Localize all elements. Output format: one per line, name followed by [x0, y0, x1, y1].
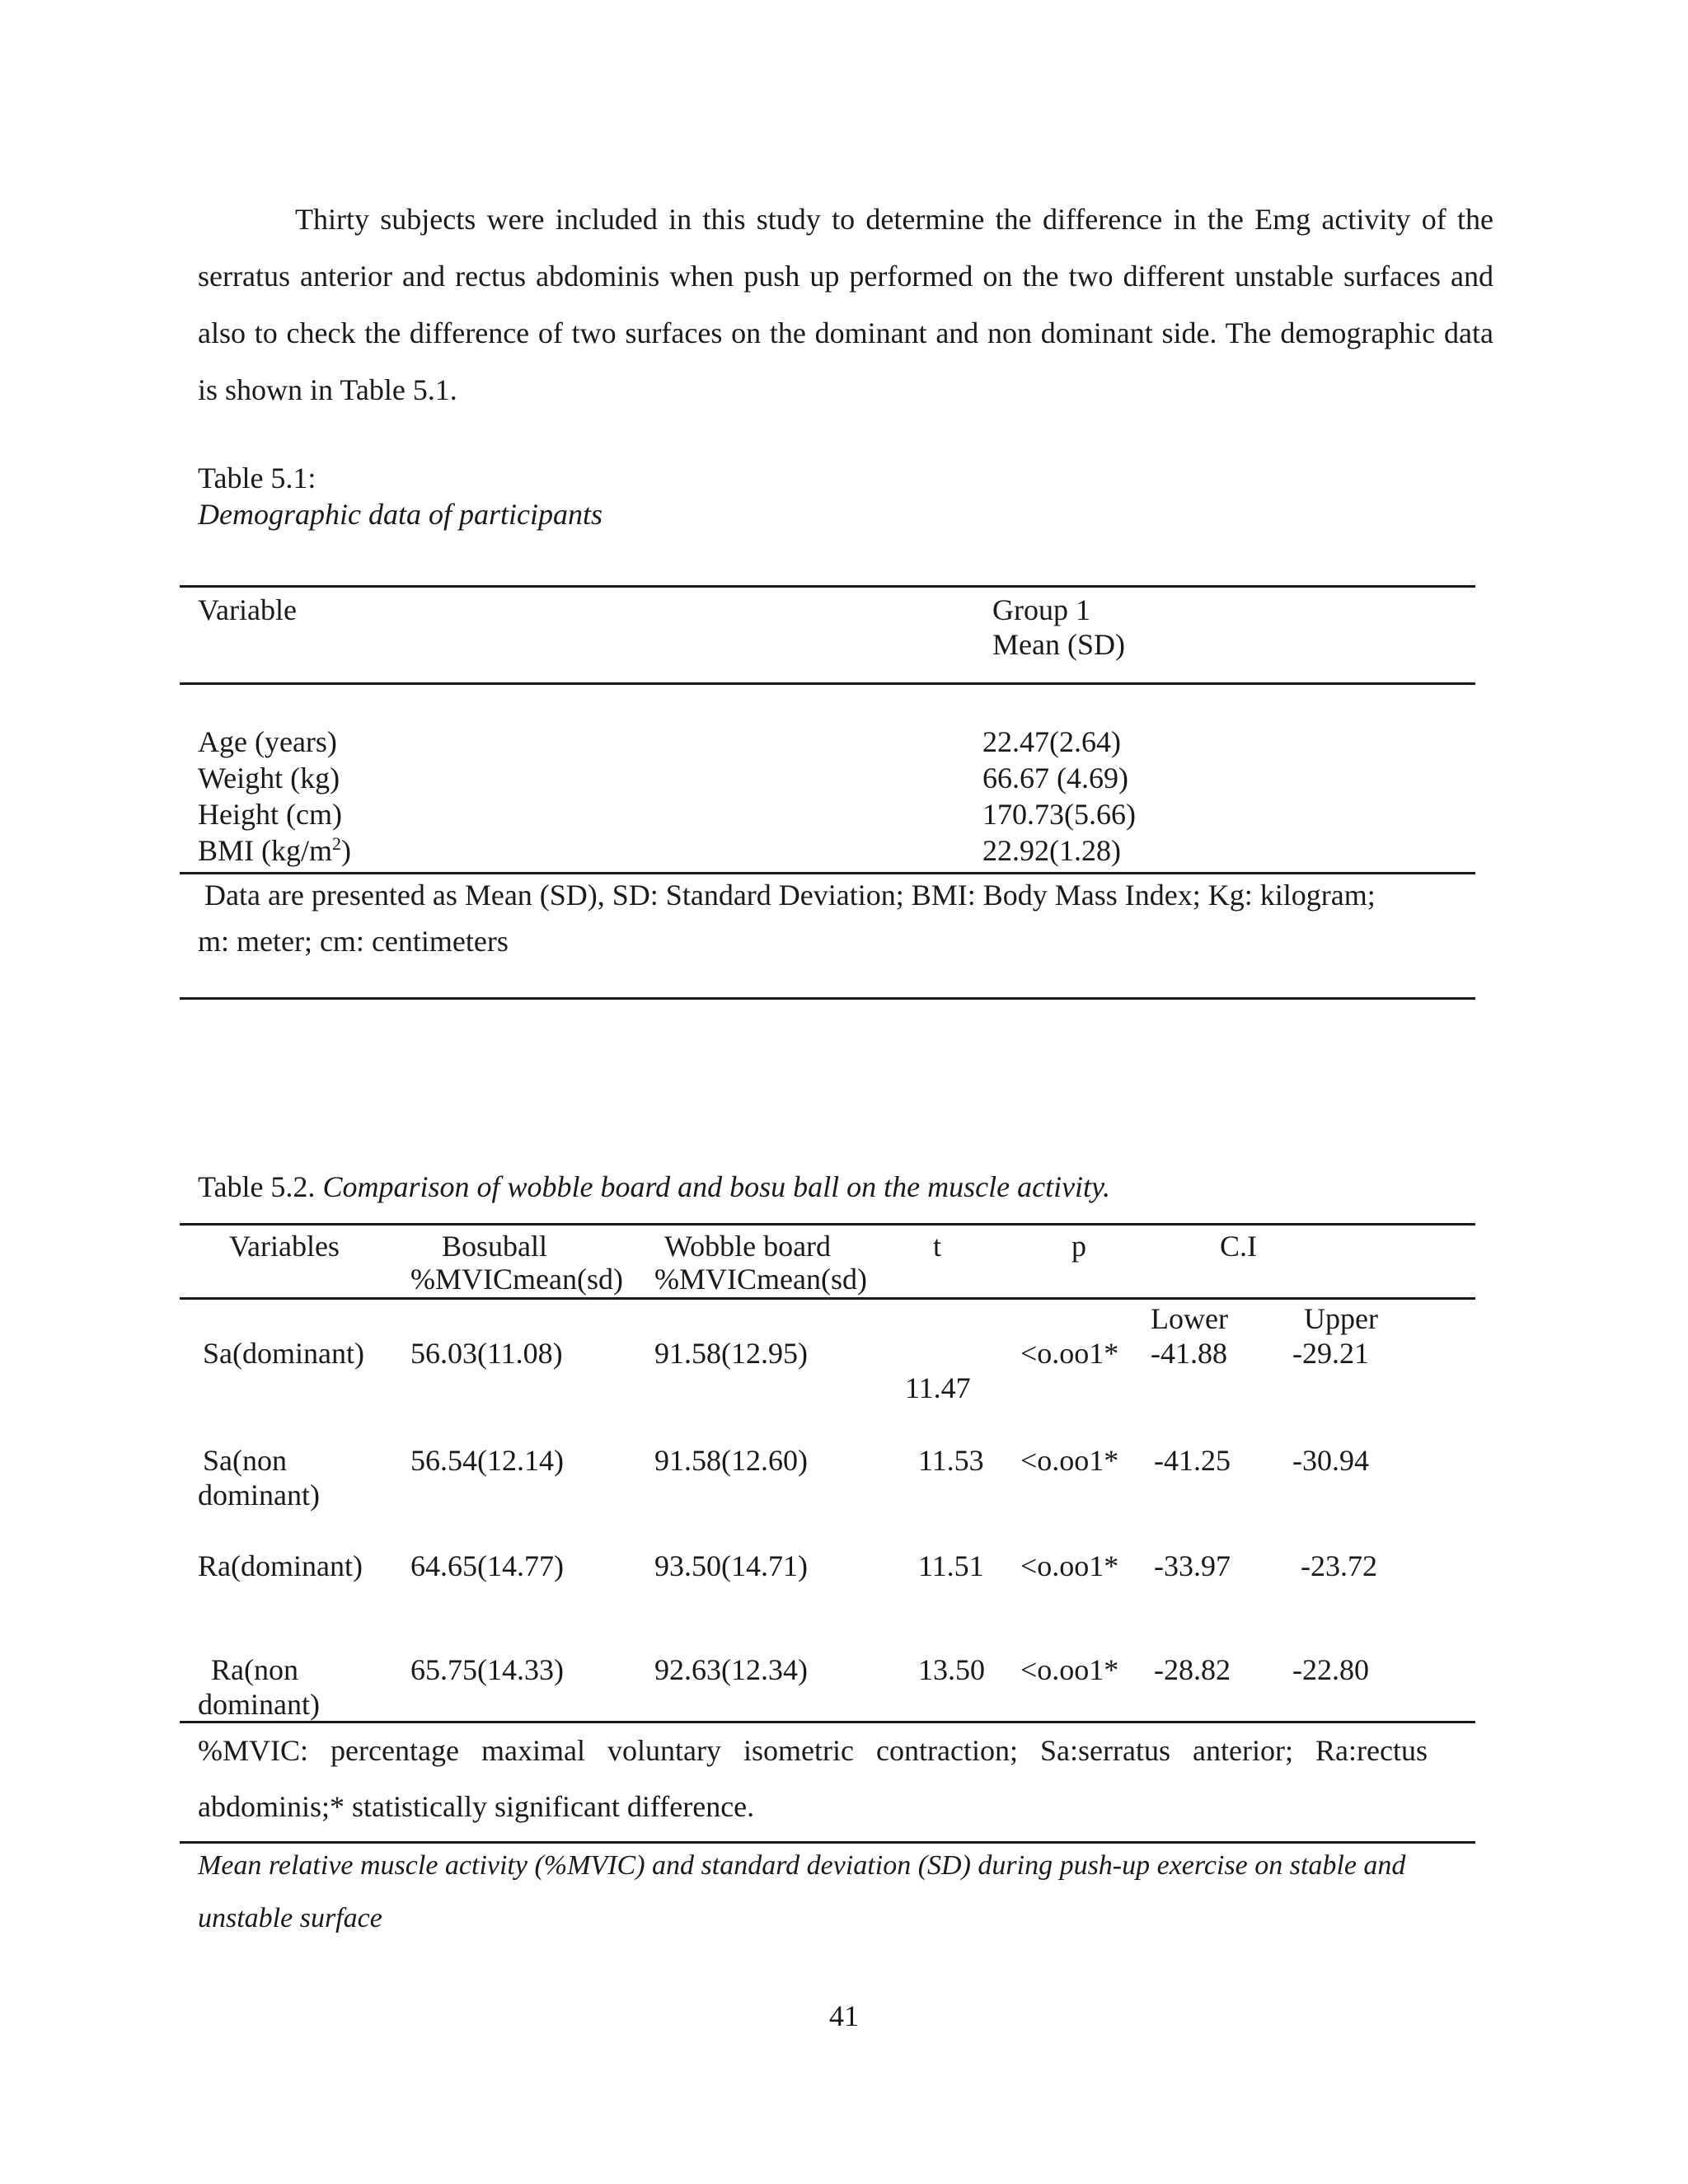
table2-header-bosuball: Bosuball [442, 1230, 548, 1263]
table2-row-bosu: 64.65(14.77) [410, 1549, 564, 1582]
table1-header-stat: Mean (SD) [992, 628, 1125, 661]
table2-row-lower: -33.97 [1154, 1549, 1231, 1582]
table2-header-rule [180, 1297, 1475, 1300]
table2-row-upper: -30.94 [1292, 1444, 1369, 1477]
table2-header-t: t [933, 1230, 942, 1263]
table2-row-wobble: 91.58(12.95) [654, 1337, 808, 1370]
table2-row-lower: -41.25 [1154, 1444, 1231, 1477]
table2-label: Table 5.2. [198, 1170, 316, 1203]
table2-row-variable: Ra(non [211, 1653, 298, 1686]
table2-row-t: 13.50 [918, 1653, 985, 1686]
table2-row-bosu: 56.03(11.08) [410, 1337, 563, 1370]
table2-header-wobble: Wobble board [664, 1230, 832, 1263]
table2-row-wobble: 93.50(14.71) [654, 1549, 808, 1582]
table2-row-lower: -41.88 [1151, 1337, 1227, 1370]
table2-caption [198, 1169, 1110, 1205]
table2-footer-caption: Mean relative muscle activity (%MVIC) and standard deviation (SD) during push-up exercise on stable and unstable surface [198, 1850, 1406, 1933]
table2-row-p: <o.oo1* [1020, 1549, 1119, 1582]
table2-row-p: <o.oo1* [1020, 1337, 1119, 1370]
table1-row-age-label: Age (years) [198, 725, 337, 758]
table2-title: Comparison of wobble board and bosu ball on the muscle activity. [322, 1170, 1111, 1203]
table2-row-upper: -29.21 [1292, 1337, 1369, 1370]
table1-row-weight-value: 66.67 (4.69) [982, 762, 1128, 794]
table1-row-bmi-label: BMI $(kg/m^2)$ [198, 833, 352, 867]
table2-row-t: 11.53 [918, 1444, 984, 1477]
table1-header-variable: Variable [198, 593, 297, 626]
table2-header-bosuball-sub: %MVICmean(sd) [410, 1263, 623, 1296]
table2-row-bosu: 65.75(14.33) [410, 1653, 564, 1686]
table2-header-p: p [1071, 1230, 1086, 1263]
table2-row-wobble: 92.63(12.34) [654, 1653, 808, 1686]
table1-note: Data are presented as Mean (SD), SD: Standard Deviation; BMI: Body Mass Index; Kg: kilogram; m: meter; cm: centimeters [198, 879, 1376, 958]
table2-header-upper: Upper [1304, 1302, 1378, 1335]
table1-row-height-value: 170.73(5.66) [982, 798, 1136, 831]
table2-header-ci: C.I [1220, 1230, 1257, 1263]
intro-text: Thirty subjects were included in this study to determine the difference in the Emg activity of the serratus anterior and rectus abdominis when push up performed on the two different unstable surfaces and also to check the difference of two surfaces on the dominant and non dominant side. The demographic data is shown in Table 5.1. [198, 203, 1493, 406]
table2-row-upper: -23.72 [1301, 1549, 1377, 1582]
table1-row-age-value: 22.47(2.64) [982, 725, 1121, 758]
table1-row-weight-label: Weight (kg) [198, 762, 340, 794]
table2-row-lower: -28.82 [1154, 1653, 1231, 1686]
table1-label: Table 5.1: [198, 462, 316, 494]
table1-title: Demographic data of participants [198, 498, 603, 531]
table2-header-lower: Lower [1151, 1302, 1228, 1335]
page-number: 41 [829, 1999, 859, 2032]
table2-row-variable: Ra(dominant) [198, 1549, 363, 1582]
table2-top-rule [180, 1223, 1475, 1226]
table2-row-bosu: 56.54(12.14) [410, 1444, 564, 1477]
table2-row-variable-cont: dominant) [198, 1688, 320, 1721]
table1-header-rule [180, 682, 1475, 685]
table2-header-wobble-sub: %MVICmean(sd) [654, 1263, 867, 1296]
table1-row-bmi-value: 22.92(1.28) [982, 834, 1121, 867]
table2-row-variable: Sa(dominant) [203, 1337, 364, 1370]
table2-row-upper: -22.80 [1292, 1653, 1369, 1686]
table2-row-p: <o.oo1* [1020, 1444, 1119, 1477]
table2-row-variable-cont: dominant) [198, 1479, 320, 1511]
table2-note: %MVIC: percentage maximal voluntary isometric contraction; Sa:serratus anterior; Ra:rectus abdominis;* statistically significant difference. [198, 1734, 1428, 1823]
table2-header-variables: Variables [229, 1230, 340, 1263]
table2-row-p: <o.oo1* [1020, 1653, 1119, 1686]
table1-row-height-label: Height (cm) [198, 798, 342, 831]
table2-row-variable: Sa(non [203, 1444, 287, 1477]
table2-row-wobble: 91.58(12.60) [654, 1444, 808, 1477]
table1-header-group: Group 1 [992, 593, 1090, 626]
table2-row-t: 11.47 [905, 1371, 971, 1404]
intro-paragraph [198, 191, 1493, 419]
table1-bottom-rule [180, 997, 1475, 1000]
table1-top-rule [180, 585, 1475, 588]
table2-row-t: 11.51 [918, 1549, 984, 1582]
